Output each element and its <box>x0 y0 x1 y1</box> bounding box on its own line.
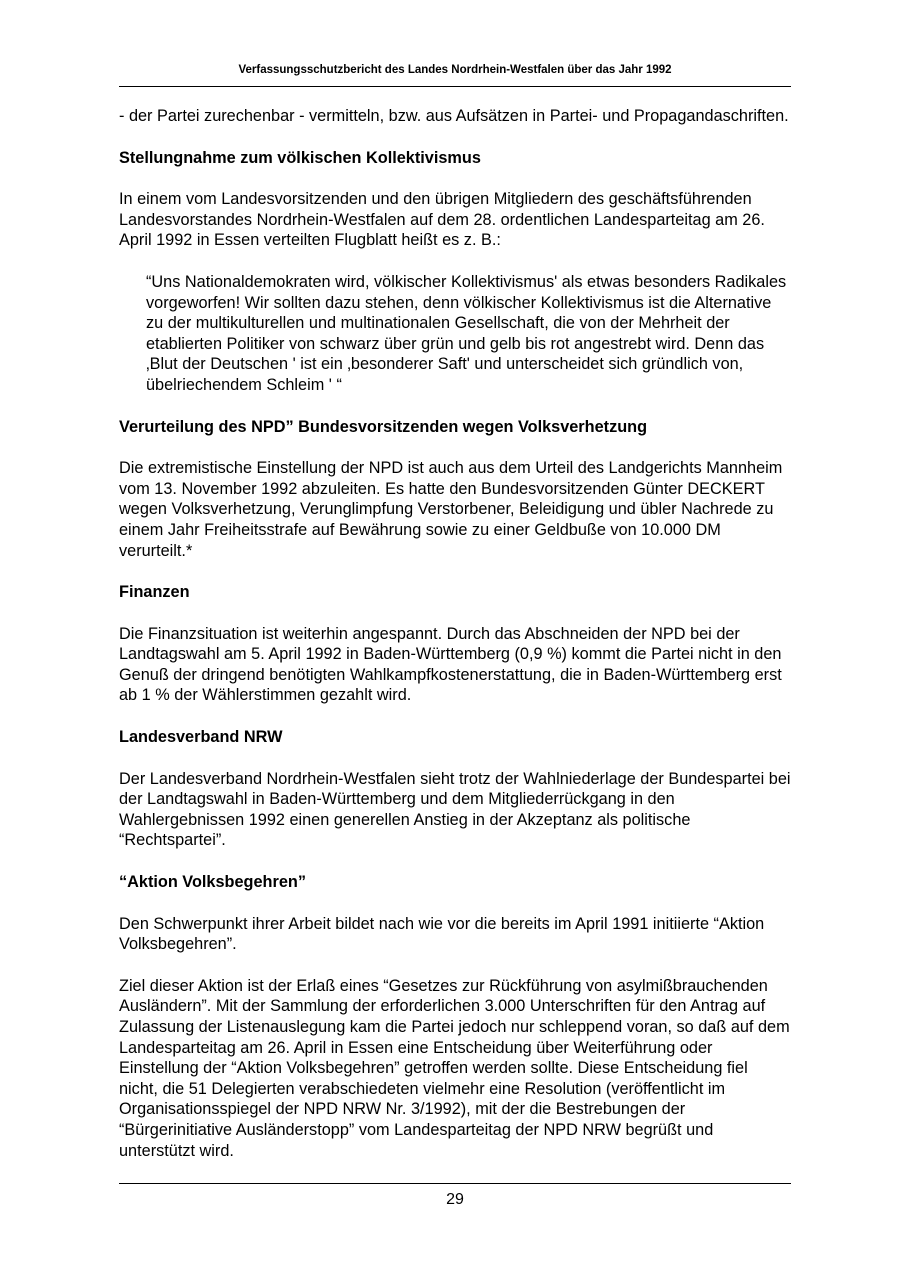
paragraph: Die extremistische Einstellung der NPD ist auch aus dem Urteil des Landgerichts Mannheim vom 13. November 1992 abzuleiten. Es hatte den Bundesvorsitzenden Günter DECKERT wegen Volksverhetzung, Verunglimpfung Verstorbener, Beleidigung und übler Nachrede zu einem Jahr Freiheitsstrafe auf Bewährung sowie zu einer Geldbuße von 10.000 DM verurteilt.* <box>119 459 783 560</box>
header-rule <box>119 86 791 87</box>
page-number: 29 <box>446 1191 464 1208</box>
section-heading: Verurteilung des NPD” Bundesvorsitzenden wegen Volksverhetzung <box>119 417 648 436</box>
body-text <box>119 106 791 1182</box>
paragraph: - der Partei zurechenbar - vermitteln, bzw. aus Aufsätzen in Partei- und Propagandaschriften. <box>119 107 789 125</box>
section-heading: Stellungnahme zum völkischen Kollektivismus <box>119 148 481 167</box>
paragraph: In einem vom Landesvorsitzenden und den übrigen Mitgliedern des geschäftsführenden Landesvorstandes Nordrhein-Westfalen auf dem 28. ordentlichen Landesparteitag am 26. April 1992 in Essen verteilten Flugblatt heißt es z. B.: <box>119 190 765 250</box>
paragraph: Ziel dieser Aktion ist der Erlaß eines “Gesetzes zur Rückführung von asylmißbrauchenden Ausländern”. Mit der Sammlung der erforderlichen 3.000 Unterschriften für den Antrag auf Zulassung der Listenauslegung kam die Partei jedoch nur schleppend voran, so daß auf dem Landesparteitag am 26. April in Essen eine Entscheidung über Weiterführung oder Einstellung der “Aktion Volksbegehren” getroffen werden sollte. Diese Entscheidung fiel nicht, die 51 Delegierten verabschiedeten vielmehr eine Resolution (veröffentlicht im Organisationsspiegel der NPD NRW Nr. 3/1992), mit der die Bestrebungen der “Bürgerinitiative Ausländerstopp” vom Landesparteitag der NPD NRW begrüßt und unterstützt wird. <box>119 976 790 1160</box>
paragraph: Den Schwerpunkt ihrer Arbeit bildet nach wie vor die bereits im April 1991 initiierte “Aktion Volksbegehren”. <box>119 914 765 954</box>
section-heading: Landesverband NRW <box>119 728 283 747</box>
section-heading: “Aktion Volksbegehren” <box>119 873 306 892</box>
paragraph: Der Landesverband Nordrhein-Westfalen sieht trotz der Wahlniederlage der Bundespartei bei der Landtagswahl in Baden-Württemberg und dem Mitgliederrückgang in den Wahlergebnissen 1992 einen generellen Anstieg in der Akzeptanz als politische “Rechtspartei”. <box>119 769 791 850</box>
running-header: Verfassungsschutzbericht des Landes Nordrhein-Westfalen über das Jahr 1992 <box>238 64 672 76</box>
footer-rule <box>119 1183 791 1184</box>
block-quote: “Uns Nationaldemokraten wird, völkischer Kollektivismus' als etwas besonders Radikales vorgeworfen! Wir sollten dazu stehen, denn völkischer Kollektivismus ist die Alternative zu der multikulturellen und multinationalen Gesellschaft, die von der Mehrheit der etablierten Politiker von schwarz über grün und gelb bis rot angestrebt wird. Denn das ‚Blut der Deutschen ' ist ein ‚besonderer Saft' und unterscheidet sich gründlich von, übelriechendem Schleim ' “ <box>146 272 787 394</box>
paragraph: Die Finanzsituation ist weiterhin angespannt. Durch das Abschneiden der NPD bei der Landtagswahl am 5. April 1992 in Baden-Württemberg (0,9 %) kommt die Partei nicht in den Genuß der dringend benötigten Wahlkampfkostenerstattung, die in Baden-Württemberg erst ab 1 % der Wählerstimmen gezahlt wird. <box>119 624 782 705</box>
section-heading: Finanzen <box>119 583 190 602</box>
